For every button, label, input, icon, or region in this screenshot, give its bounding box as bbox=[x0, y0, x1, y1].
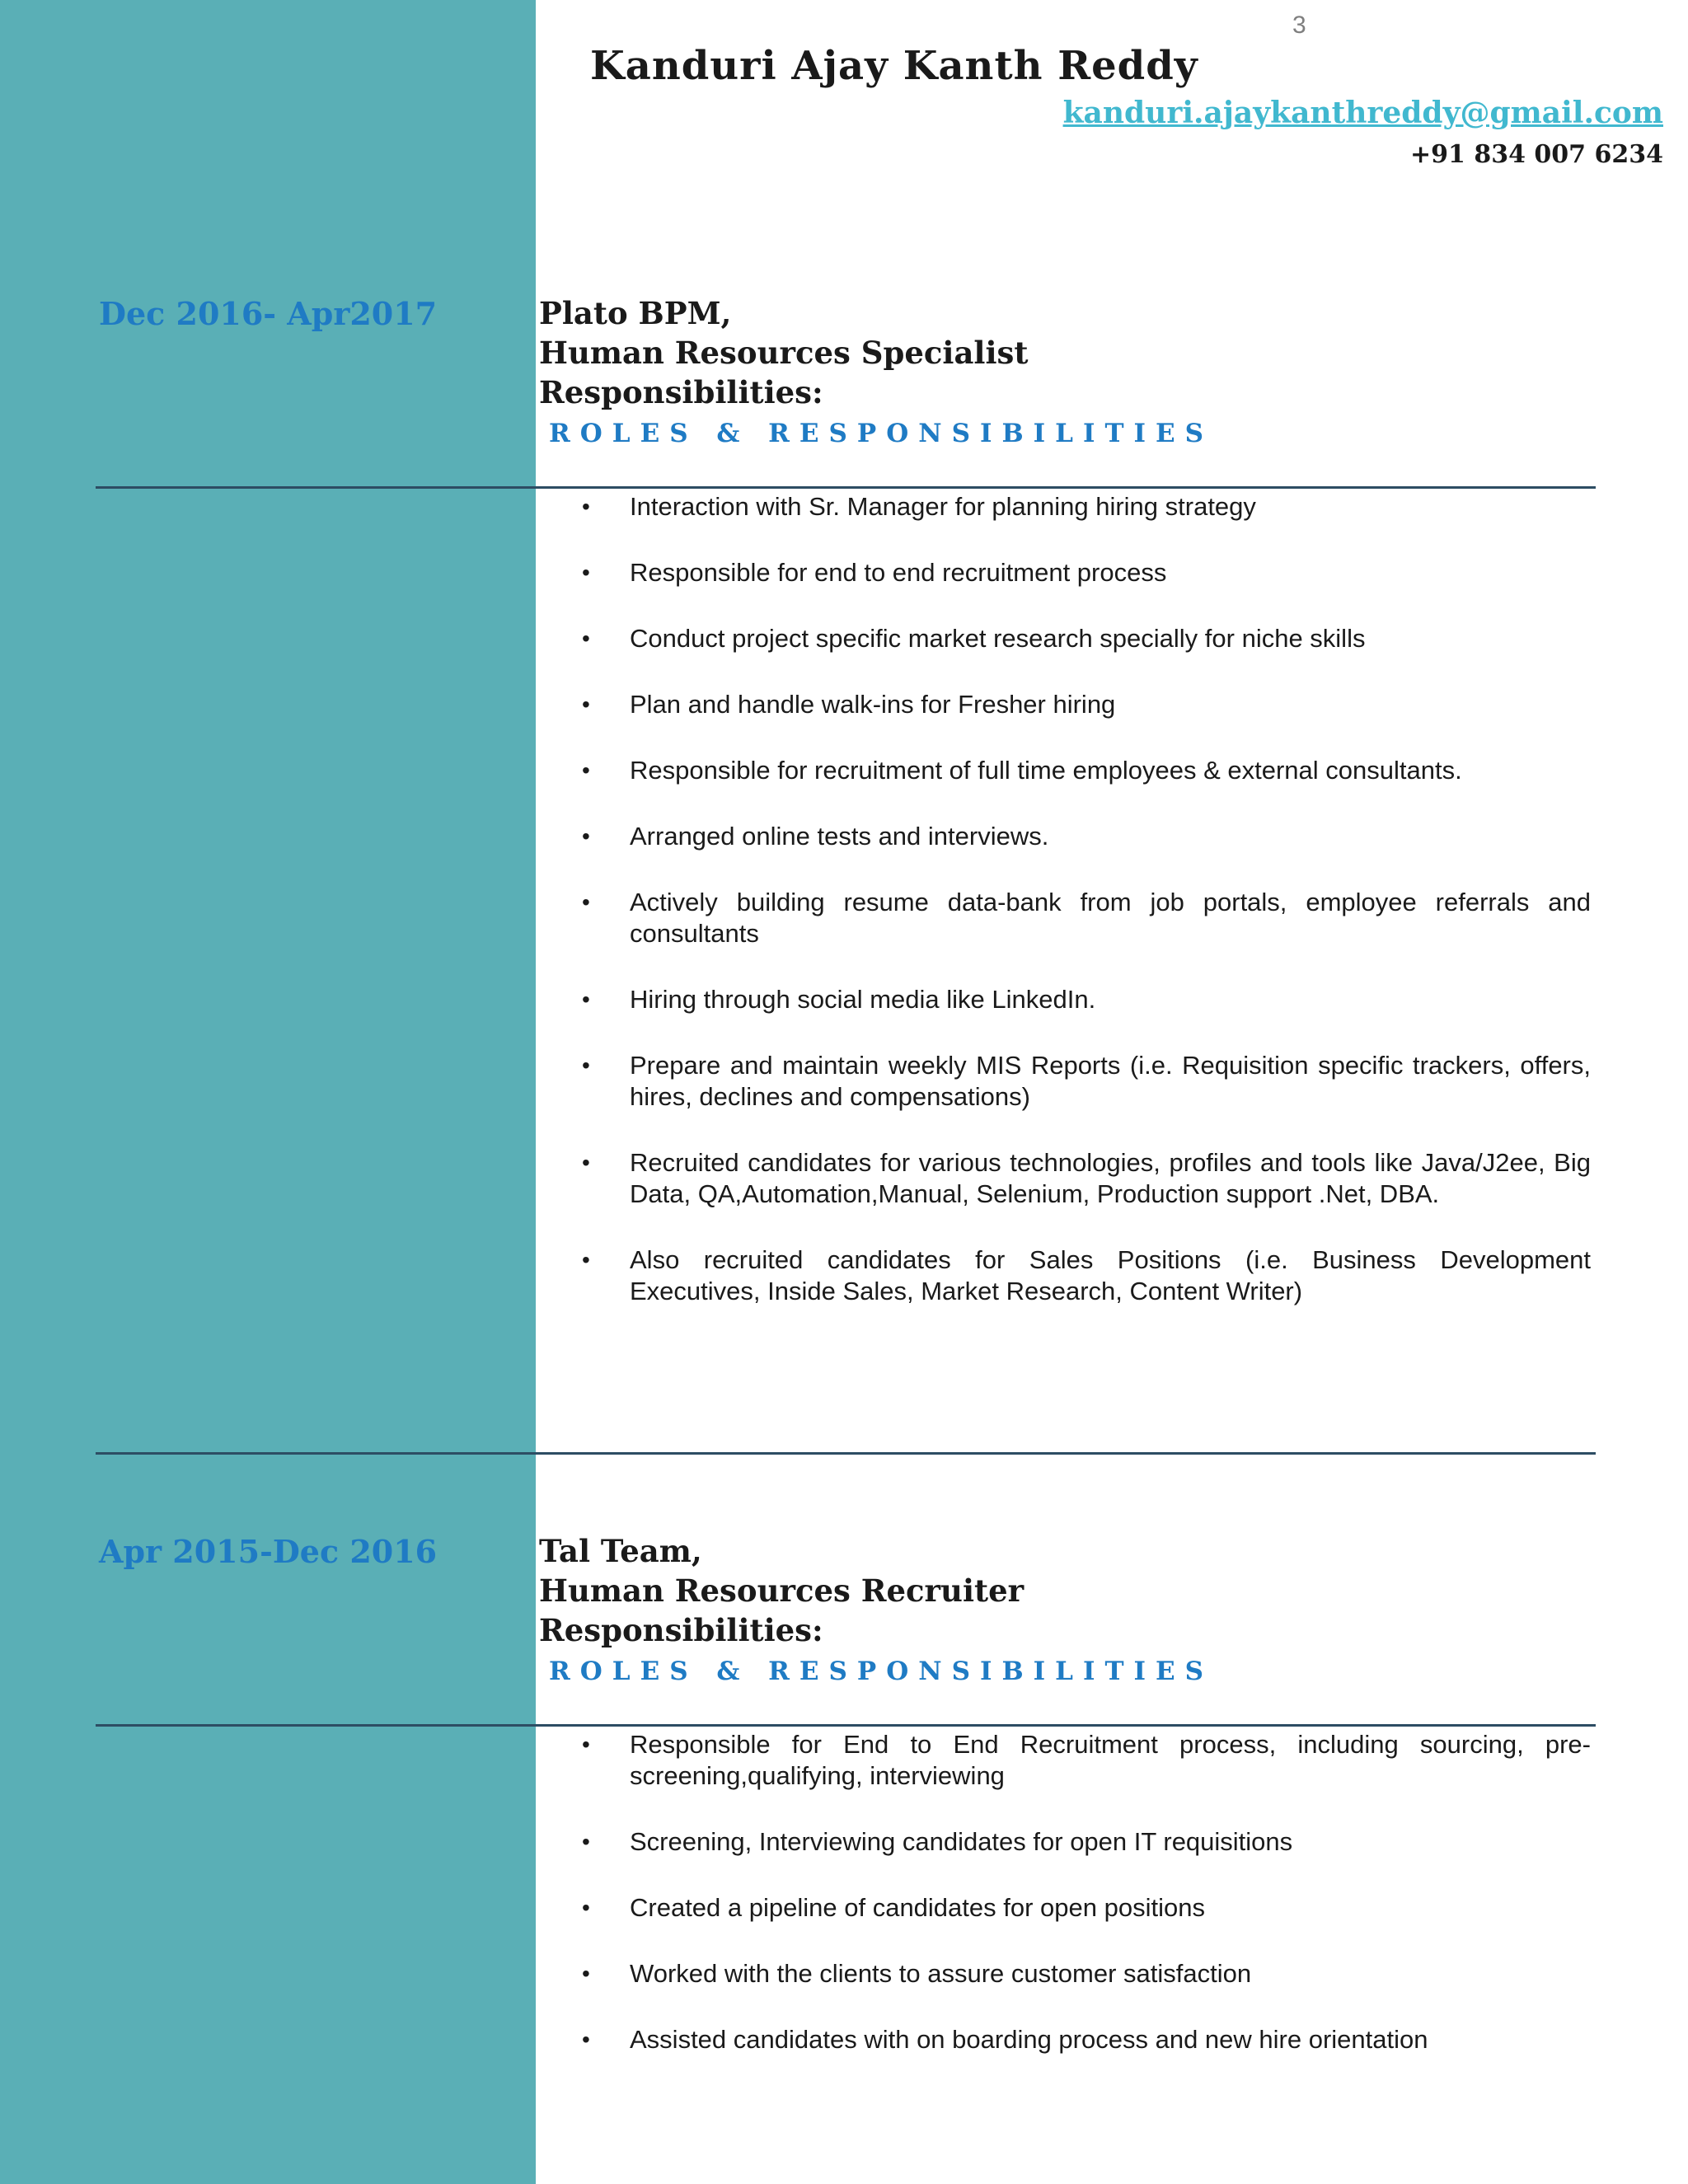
list-item bbox=[577, 1826, 1591, 1858]
list-item bbox=[577, 755, 1591, 786]
bullet-list bbox=[577, 491, 1591, 1342]
list-item bbox=[577, 1050, 1591, 1113]
page-number: 3 bbox=[1292, 12, 1306, 39]
bullet-text: Screening, Interviewing candidates for open IT requisitions bbox=[630, 1827, 1293, 1856]
bullet-text: Responsible for end to end recruitment process bbox=[630, 558, 1167, 587]
bullet-text: Prepare and maintain weekly MIS Reports (i.e. Requisition specific trackers, offers, hires, declines and compensations) bbox=[630, 1051, 1591, 1111]
bullet-text: Conduct project specific market research specially for niche skills bbox=[630, 624, 1366, 653]
list-item bbox=[577, 1147, 1591, 1210]
bullet-text: Interaction with Sr. Manager for planning hiring strategy bbox=[630, 492, 1256, 521]
bullet-icon: • bbox=[582, 1829, 590, 1854]
bullet-text: Responsible for recruitment of full time employees & external consultants. bbox=[630, 756, 1462, 785]
list-item bbox=[577, 984, 1591, 1015]
bullet-icon: • bbox=[582, 1732, 590, 1757]
job-title: Human Resources Recruiter bbox=[539, 1572, 1025, 1609]
list-item bbox=[577, 1244, 1591, 1307]
company-name: Tal Team, bbox=[539, 1533, 702, 1569]
phone-number: +91 834 007 6234 bbox=[1410, 140, 1663, 169]
roles-heading: ROLES & RESPONSIBILITIES bbox=[549, 419, 1214, 448]
bullet-text: Responsible for End to End Recruitment process, including sourcing, pre-screening,qualifying, interviewing bbox=[630, 1730, 1591, 1790]
section-divider bbox=[96, 1724, 1596, 1727]
bullet-list bbox=[577, 1729, 1591, 2090]
bullet-icon: • bbox=[582, 823, 590, 849]
bullet-icon: • bbox=[582, 757, 590, 783]
responsibilities-label: Responsibilities: bbox=[539, 374, 823, 410]
bullet-text: Worked with the clients to assure customer satisfaction bbox=[630, 1959, 1252, 1988]
bullet-text: Assisted candidates with on boarding process and new hire orientation bbox=[630, 2025, 1428, 2054]
job-dates: Dec 2016- Apr2017 bbox=[99, 295, 438, 332]
bullet-icon: • bbox=[582, 494, 590, 519]
list-item bbox=[577, 1892, 1591, 1924]
list-item bbox=[577, 2024, 1591, 2055]
responsibilities-label: Responsibilities: bbox=[539, 1612, 823, 1648]
email-link[interactable]: kanduri.ajaykanthreddy@gmail.com bbox=[1062, 96, 1663, 130]
bullet-text: Created a pipeline of candidates for open positions bbox=[630, 1893, 1205, 1922]
bullet-icon: • bbox=[582, 1150, 590, 1175]
list-item bbox=[577, 557, 1591, 588]
job-dates: Apr 2015-Dec 2016 bbox=[99, 1533, 438, 1570]
bullet-icon: • bbox=[582, 987, 590, 1012]
bullet-text: Recruited candidates for various technologies, profiles and tools like Java/J2ee, Big Data, QA,Automation,Manual, Selenium, Production support .Net, DBA. bbox=[630, 1148, 1591, 1208]
list-item bbox=[577, 821, 1591, 852]
candidate-name: Kanduri Ajay Kanth Reddy bbox=[590, 43, 1198, 89]
bullet-icon: • bbox=[582, 1247, 590, 1272]
list-item bbox=[577, 1958, 1591, 1990]
bullet-icon: • bbox=[582, 1052, 590, 1078]
bullet-text: Plan and handle walk-ins for Fresher hiring bbox=[630, 690, 1116, 719]
section-divider bbox=[96, 1452, 1596, 1455]
bullet-text: Actively building resume data-bank from job portals, employee referrals and consultants bbox=[630, 888, 1591, 948]
bullet-icon: • bbox=[582, 1895, 590, 1920]
bullet-icon: • bbox=[582, 889, 590, 915]
list-item bbox=[577, 491, 1591, 523]
bullet-icon: • bbox=[582, 626, 590, 651]
bullet-icon: • bbox=[582, 2027, 590, 2052]
roles-heading: ROLES & RESPONSIBILITIES bbox=[549, 1657, 1214, 1686]
job-title: Human Resources Specialist bbox=[539, 335, 1029, 371]
bullet-icon: • bbox=[582, 1961, 590, 1986]
bullet-icon: • bbox=[582, 691, 590, 717]
job-header bbox=[539, 293, 1213, 452]
bullet-text: Also recruited candidates for Sales Positions (i.e. Business Development Executives, Inside Sales, Market Research, Content Writer) bbox=[630, 1245, 1591, 1305]
list-item bbox=[577, 689, 1591, 720]
list-item bbox=[577, 887, 1591, 949]
list-item bbox=[577, 1729, 1591, 1792]
job-header bbox=[539, 1531, 1213, 1690]
company-name: Plato BPM, bbox=[539, 295, 732, 331]
bullet-text: Hiring through social media like LinkedIn. bbox=[630, 985, 1096, 1014]
section-divider bbox=[96, 486, 1596, 489]
bullet-text: Arranged online tests and interviews. bbox=[630, 822, 1049, 851]
list-item bbox=[577, 623, 1591, 654]
bullet-icon: • bbox=[582, 560, 590, 585]
